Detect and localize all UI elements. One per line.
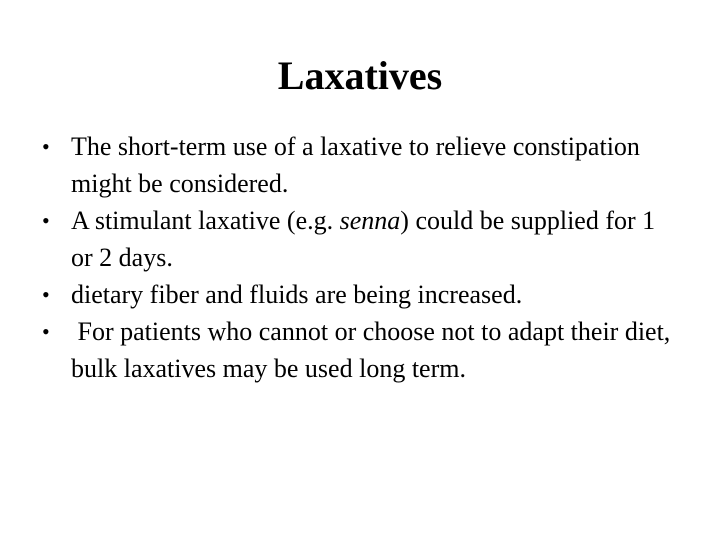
- bullet-item-4: [42, 313, 682, 387]
- bullet-item-3: [42, 276, 682, 313]
- bullet-item-2: [42, 202, 682, 276]
- bullet-item-1: [42, 128, 682, 202]
- bullet-icon: •: [42, 319, 50, 344]
- bullet-icon: •: [42, 134, 50, 159]
- bullet-icon: •: [42, 282, 50, 307]
- bullet-text: The short-term use of a laxative to relieve constipation might be considered.: [71, 132, 640, 198]
- bullet-text-after: ) could be supplied for 1 or 2 days.: [71, 206, 656, 272]
- bullet-text: dietary fiber and fluids are being increased.: [71, 280, 523, 309]
- bullet-list: [42, 128, 682, 387]
- bullet-text-italic: senna: [339, 206, 401, 235]
- bullet-icon: •: [42, 208, 50, 233]
- slide-title: Laxatives: [277, 53, 443, 98]
- bullet-text-before: A stimulant laxative (e.g.: [71, 206, 340, 235]
- bullet-text: For patients who cannot or choose not to adapt their diet, bulk laxatives may be used long term.: [71, 317, 677, 383]
